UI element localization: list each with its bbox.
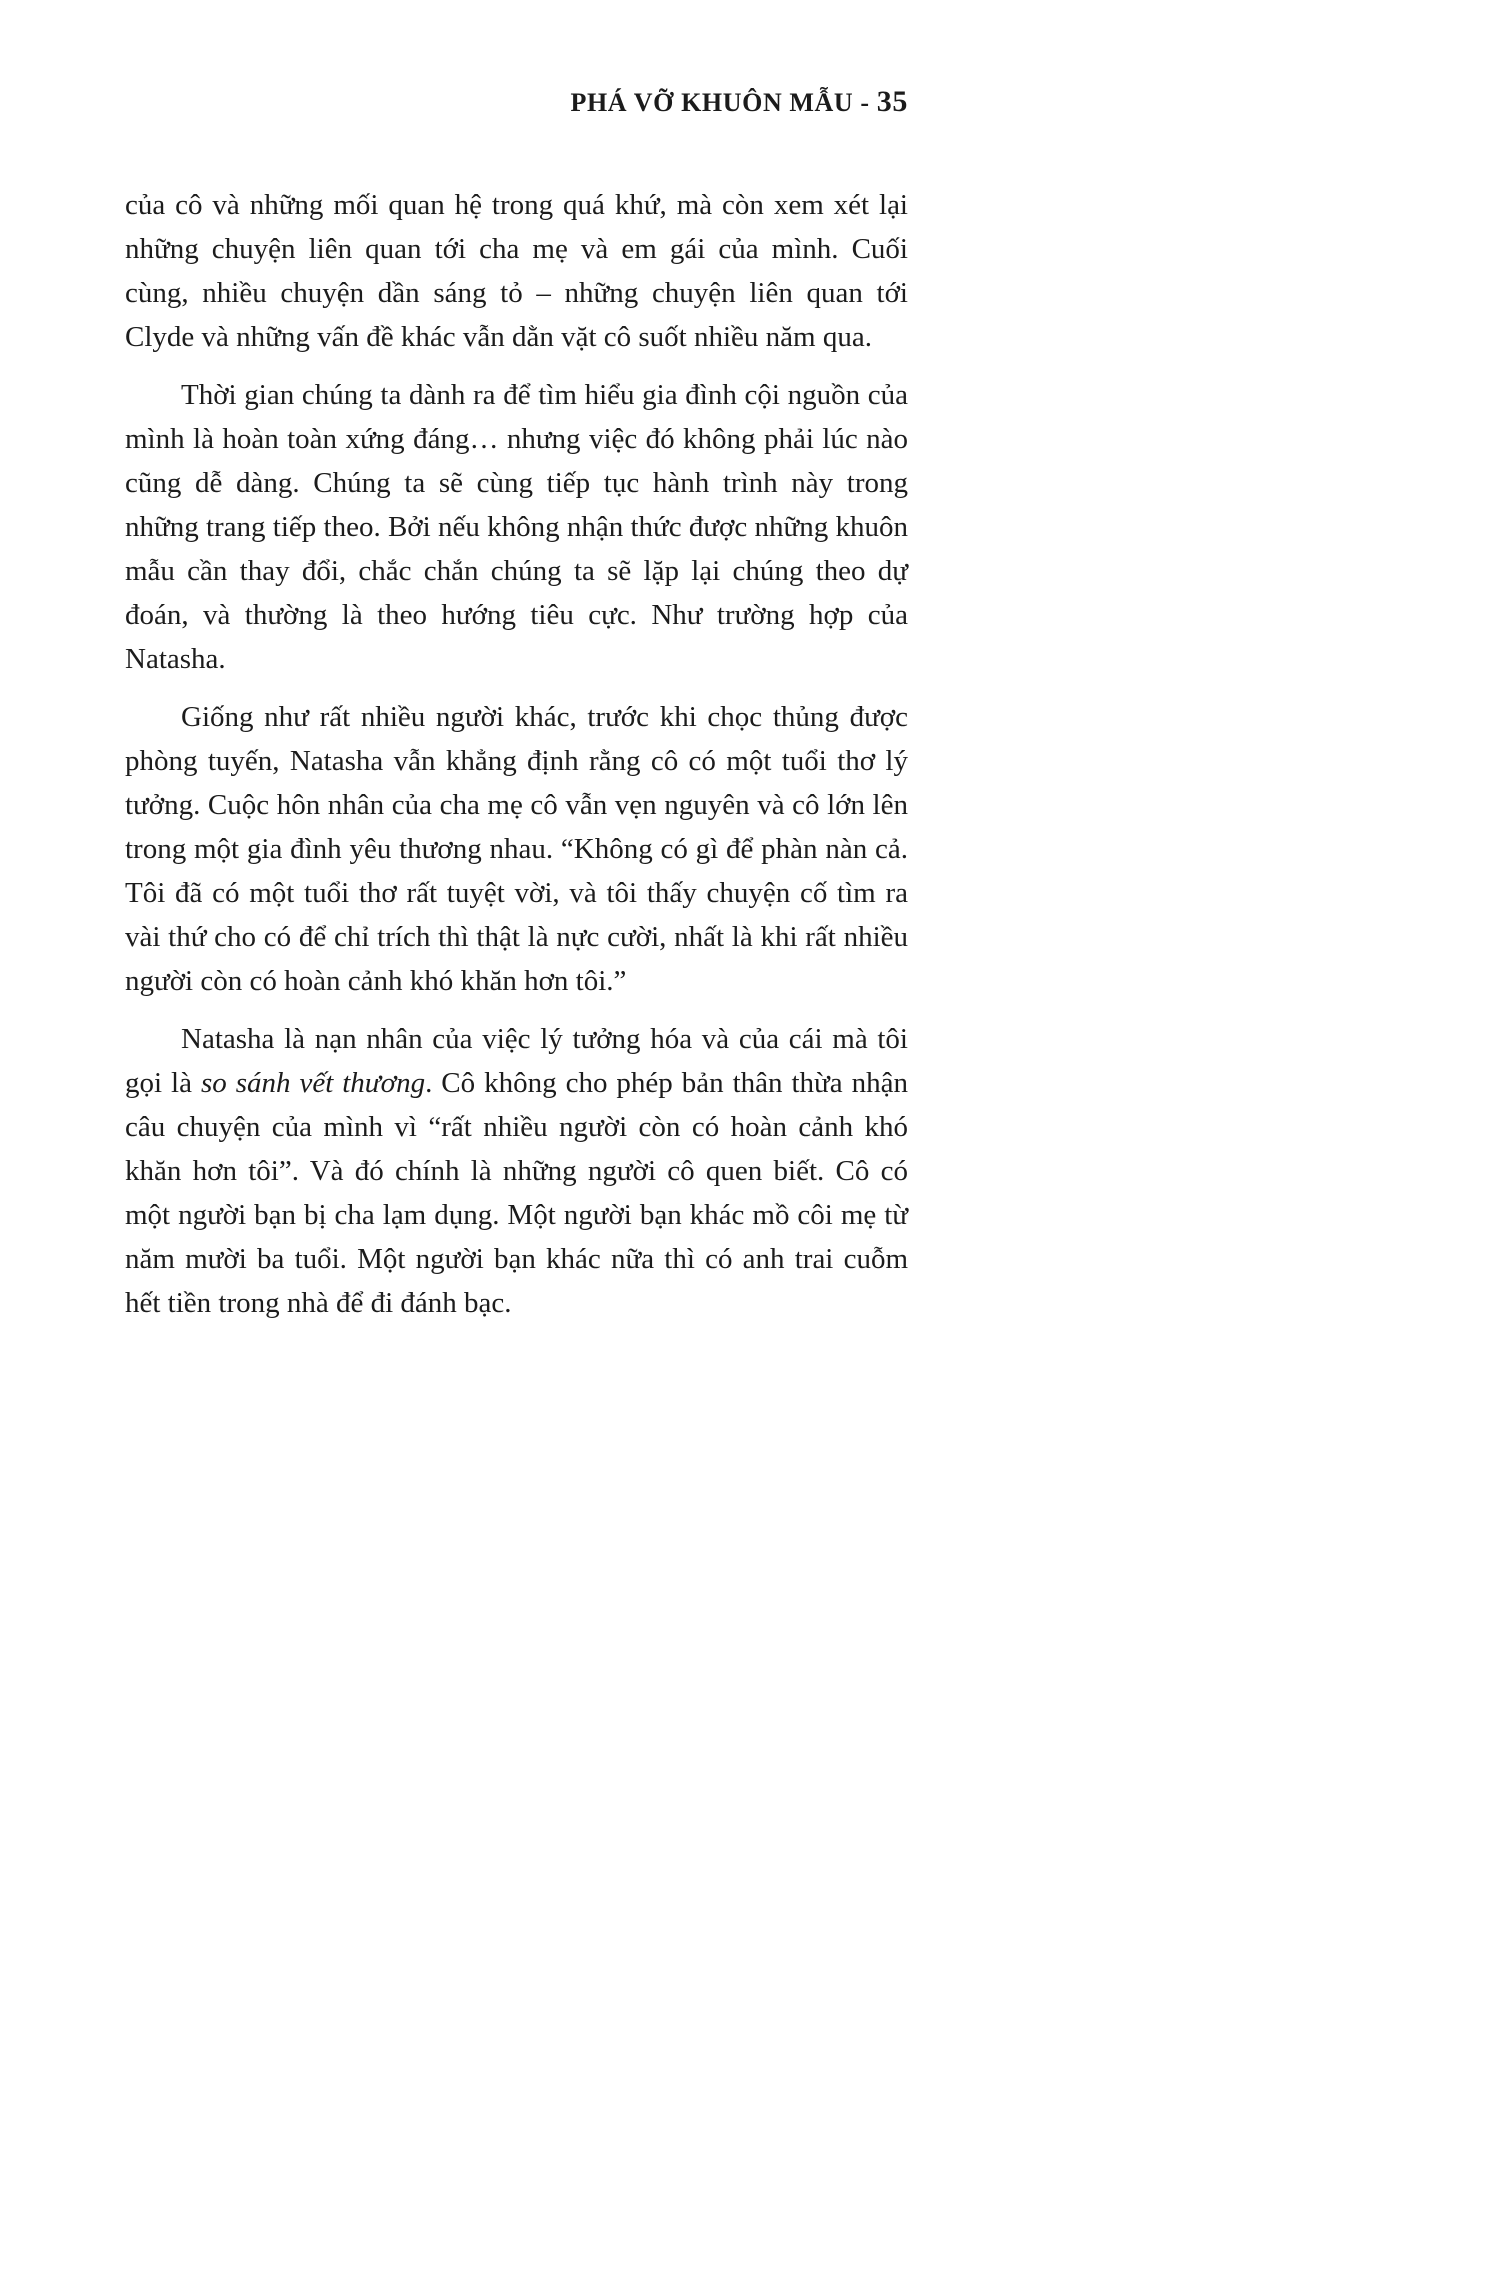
text-run: của cô và những mối quan hệ trong quá khứ, mà còn xem xét lại những chuyện liên quan tới cha mẹ và em gái của mình. Cuối cùng, nhiều chuyện dần sáng tỏ – những chuyện liên quan tới Clyde và những vấn đề khác vẫn dằn vặt cô suốt nhiều năm qua. [125,189,908,353]
running-header [125,85,908,119]
paragraph [125,183,908,359]
text-run: Natasha là nạn nhân của việc lý tưởng hóa và của cái mà tôi gọi là [125,1023,908,1099]
italic-text-run: so sánh vết thương [200,1067,426,1099]
paragraph [125,373,908,681]
page-body [125,183,908,1325]
paragraph [125,1017,908,1325]
page-number: 35 [876,85,908,118]
paragraph [125,695,908,1003]
header-separator: - [853,88,877,117]
text-block [125,85,908,1339]
text-run: Thời gian chúng ta dành ra để tìm hiểu gia đình cội nguồn của mình là hoàn toàn xứng đáng… nhưng việc đó không phải lúc nào cũng dễ dàng. Chúng ta sẽ cùng tiếp tục hành trình này trong những trang tiếp theo. Bởi nếu không nhận thức được những khuôn mẫu cần thay đổi, chắc chắn chúng ta sẽ lặp lại chúng theo dự đoán, và thường là theo hướng tiêu cực. Như trường hợp của Natasha. [125,379,908,675]
text-run: Giống như rất nhiều người khác, trước khi chọc thủng được phòng tuyến, Natasha vẫn khẳng định rằng cô có một tuổi thơ lý tưởng. Cuộc hôn nhân của cha mẹ cô vẫn vẹn nguyên và cô lớn lên trong một gia đình yêu thương nhau. “Không có gì để phàn nàn cả. Tôi đã có một tuổi thơ rất tuyệt vời, và tôi thấy chuyện cố tìm ra vài thứ cho có để chỉ trích thì thật là nực cười, nhất là khi rất nhiều người còn có hoàn cảnh khó khăn hơn tôi.” [125,701,908,997]
text-run: . Cô không cho phép bản thân thừa nhận câu chuyện của mình vì “rất nhiều người còn có hoàn cảnh khó khăn hơn tôi”. Và đó chính là những người cô quen biết. Cô có một người bạn bị cha lạm dụng. Một người bạn khác mồ côi mẹ từ năm mười ba tuổi. Một người bạn khác nữa thì có anh trai cuỗm hết tiền trong nhà để đi đánh bạc. [125,1067,908,1319]
running-title: PHÁ VỠ KHUÔN MẪU [570,88,854,117]
